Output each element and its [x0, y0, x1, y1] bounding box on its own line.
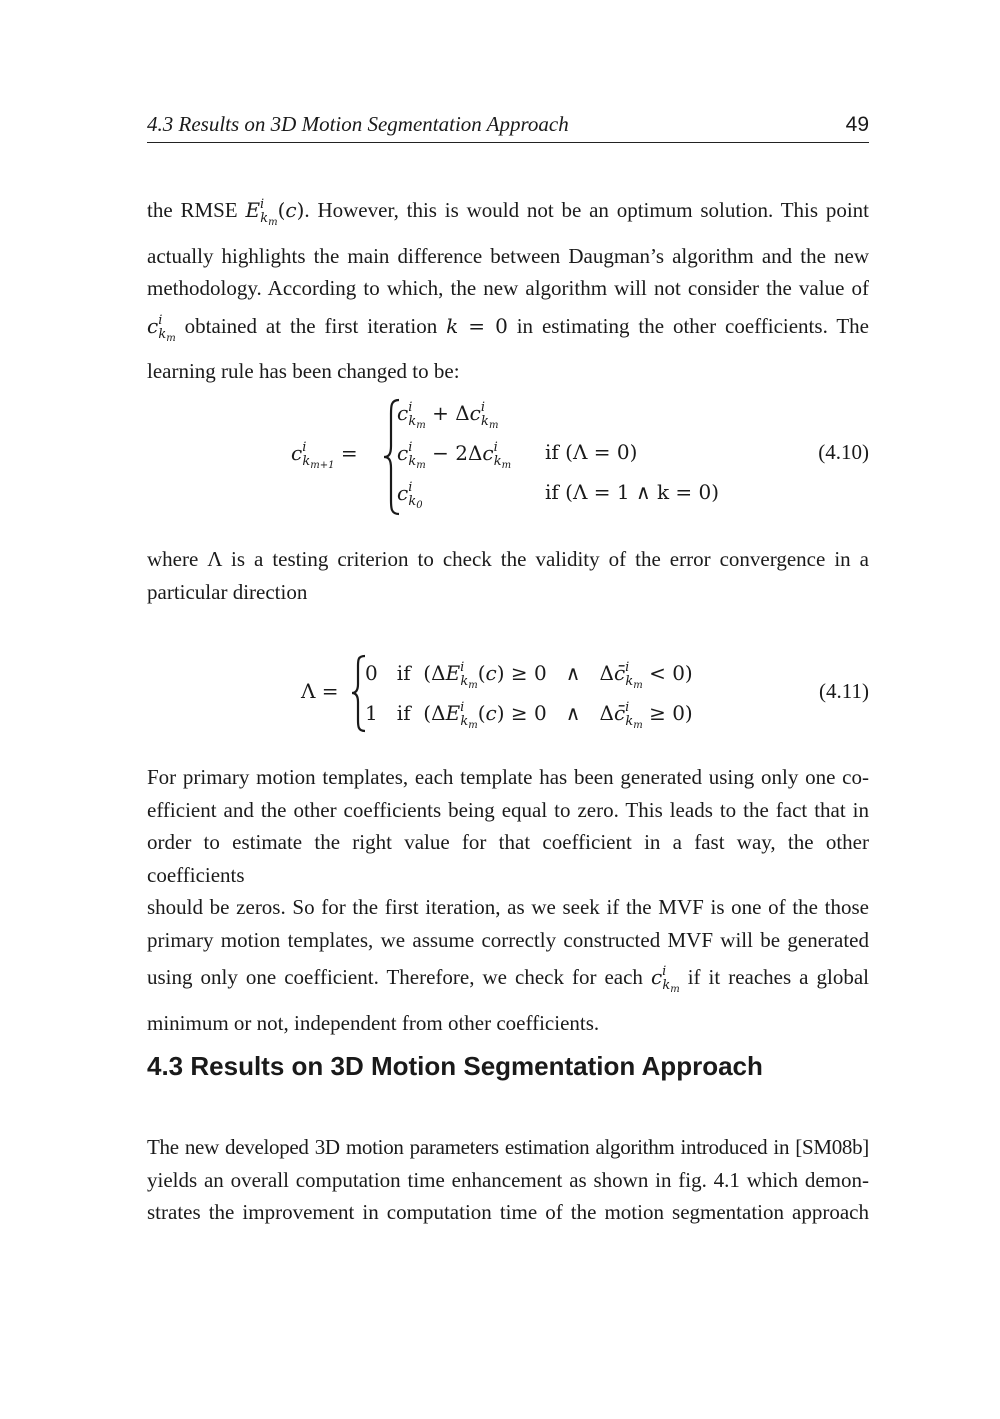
para1-line5: learning rule has been changed to be: [147, 359, 460, 383]
math-iteration: k = 0 [446, 313, 508, 338]
para3-line5: primary motion templates, we assume correctly constructed MVF will be generated [147, 927, 869, 952]
eq410-case3: $c^i_{k_0}$ [397, 480, 423, 511]
math-rmse-symbol: $E^i_{k_m}(c)$ [245, 197, 305, 228]
eq411-case1: 0 if ($\Delta E^i_{k_m}(c) \ge 0$ ∧ Δc̄$^i_{k_m}$ < 0) [365, 660, 693, 691]
equation-4-11 [147, 652, 869, 734]
para1-line1: the RMSE $E^i_{k_m}(c)$. However, this is would not be an optimum solution. This point [147, 197, 869, 228]
para4-line2: yields an overall computation time enhancement as shown in fig. 4.1 which demon- [147, 1167, 869, 1192]
para4-line3: strates the improvement in computation time of the motion segmentation approach [147, 1200, 869, 1224]
para2-line1: where Λ is a testing criterion to check the validity of the error convergence in a [147, 547, 869, 571]
paragraph-3 [147, 761, 869, 1039]
para3-line7: minimum or not, independent from other coefficients. [147, 1010, 600, 1035]
eq410-case1: $c^i_{k_m} + \Delta c^i_{k_m}$ [397, 400, 499, 431]
running-title: 4.3 Results on 3D Motion Segmentation Approach [147, 112, 569, 136]
section-heading: 4.3 Results on 3D Motion Segmentation Approach [147, 1051, 763, 1081]
eq410-condition2: if (Λ = 0) [545, 440, 638, 464]
eq410-case2: $c^i_{k_m} - 2\Delta c^i_{k_m}$ [397, 440, 512, 471]
para3-line6: using only one coefficient. Therefore, we check for each $c^i_{k_m}$ if it reaches a global [147, 964, 869, 995]
paragraph-2 [147, 543, 869, 608]
para1-line2: actually highlights the main difference between Daugman’s algorithm and the new [147, 243, 869, 268]
para3-line1: For primary motion templates, each template has been generated using only one co- [147, 765, 869, 789]
para3-line4: should be zeros. So for the first iteration, as we seek if the MVF is one of the those [147, 895, 869, 919]
paragraph-1 [147, 189, 869, 388]
equation-number-4-11: (4.11) [819, 679, 869, 703]
eq411-lhs: Λ = [301, 679, 339, 703]
equation-number-4-10: (4.10) [818, 440, 869, 464]
page-header [147, 112, 869, 143]
eq410-condition3: if (Λ = 1 ∧ k = 0) [545, 480, 720, 504]
para4-line1: The new developed 3D motion parameters estimation algorithm introduced in [SM08b] [147, 1135, 869, 1159]
math-coefficient: $c^i_{k_m}$ [147, 312, 176, 344]
para2-line2: particular direction [147, 579, 308, 604]
paragraph-4 [147, 1131, 869, 1229]
para3-line3: order to estimate the right value for that coefficient in a fast way, the other coefficients [147, 830, 869, 887]
equation-4-10 [147, 392, 869, 518]
para3-line2: efficient and the other coefficients being equal to zero. This leads to the fact that in [147, 797, 869, 822]
eq410-lhs: $c^i_{k_{m+1}}$ = [291, 440, 358, 471]
eq411-case2: 1 if ($\Delta E^i_{k_m}(c) \ge 0$ ∧ Δc̄$^i_{k_m}$ ≥ 0) [365, 700, 693, 731]
page-number: 49 [845, 113, 869, 136]
para1-line4: $c^i_{k_m}$ obtained at the first iteration k = 0 in estimating the other coefficients. The [147, 312, 869, 344]
math-coefficient: $c^i_{k_m}$ [650, 964, 680, 995]
para1-line3: methodology. According to which, the new algorithm will not consider the value of [147, 276, 869, 300]
